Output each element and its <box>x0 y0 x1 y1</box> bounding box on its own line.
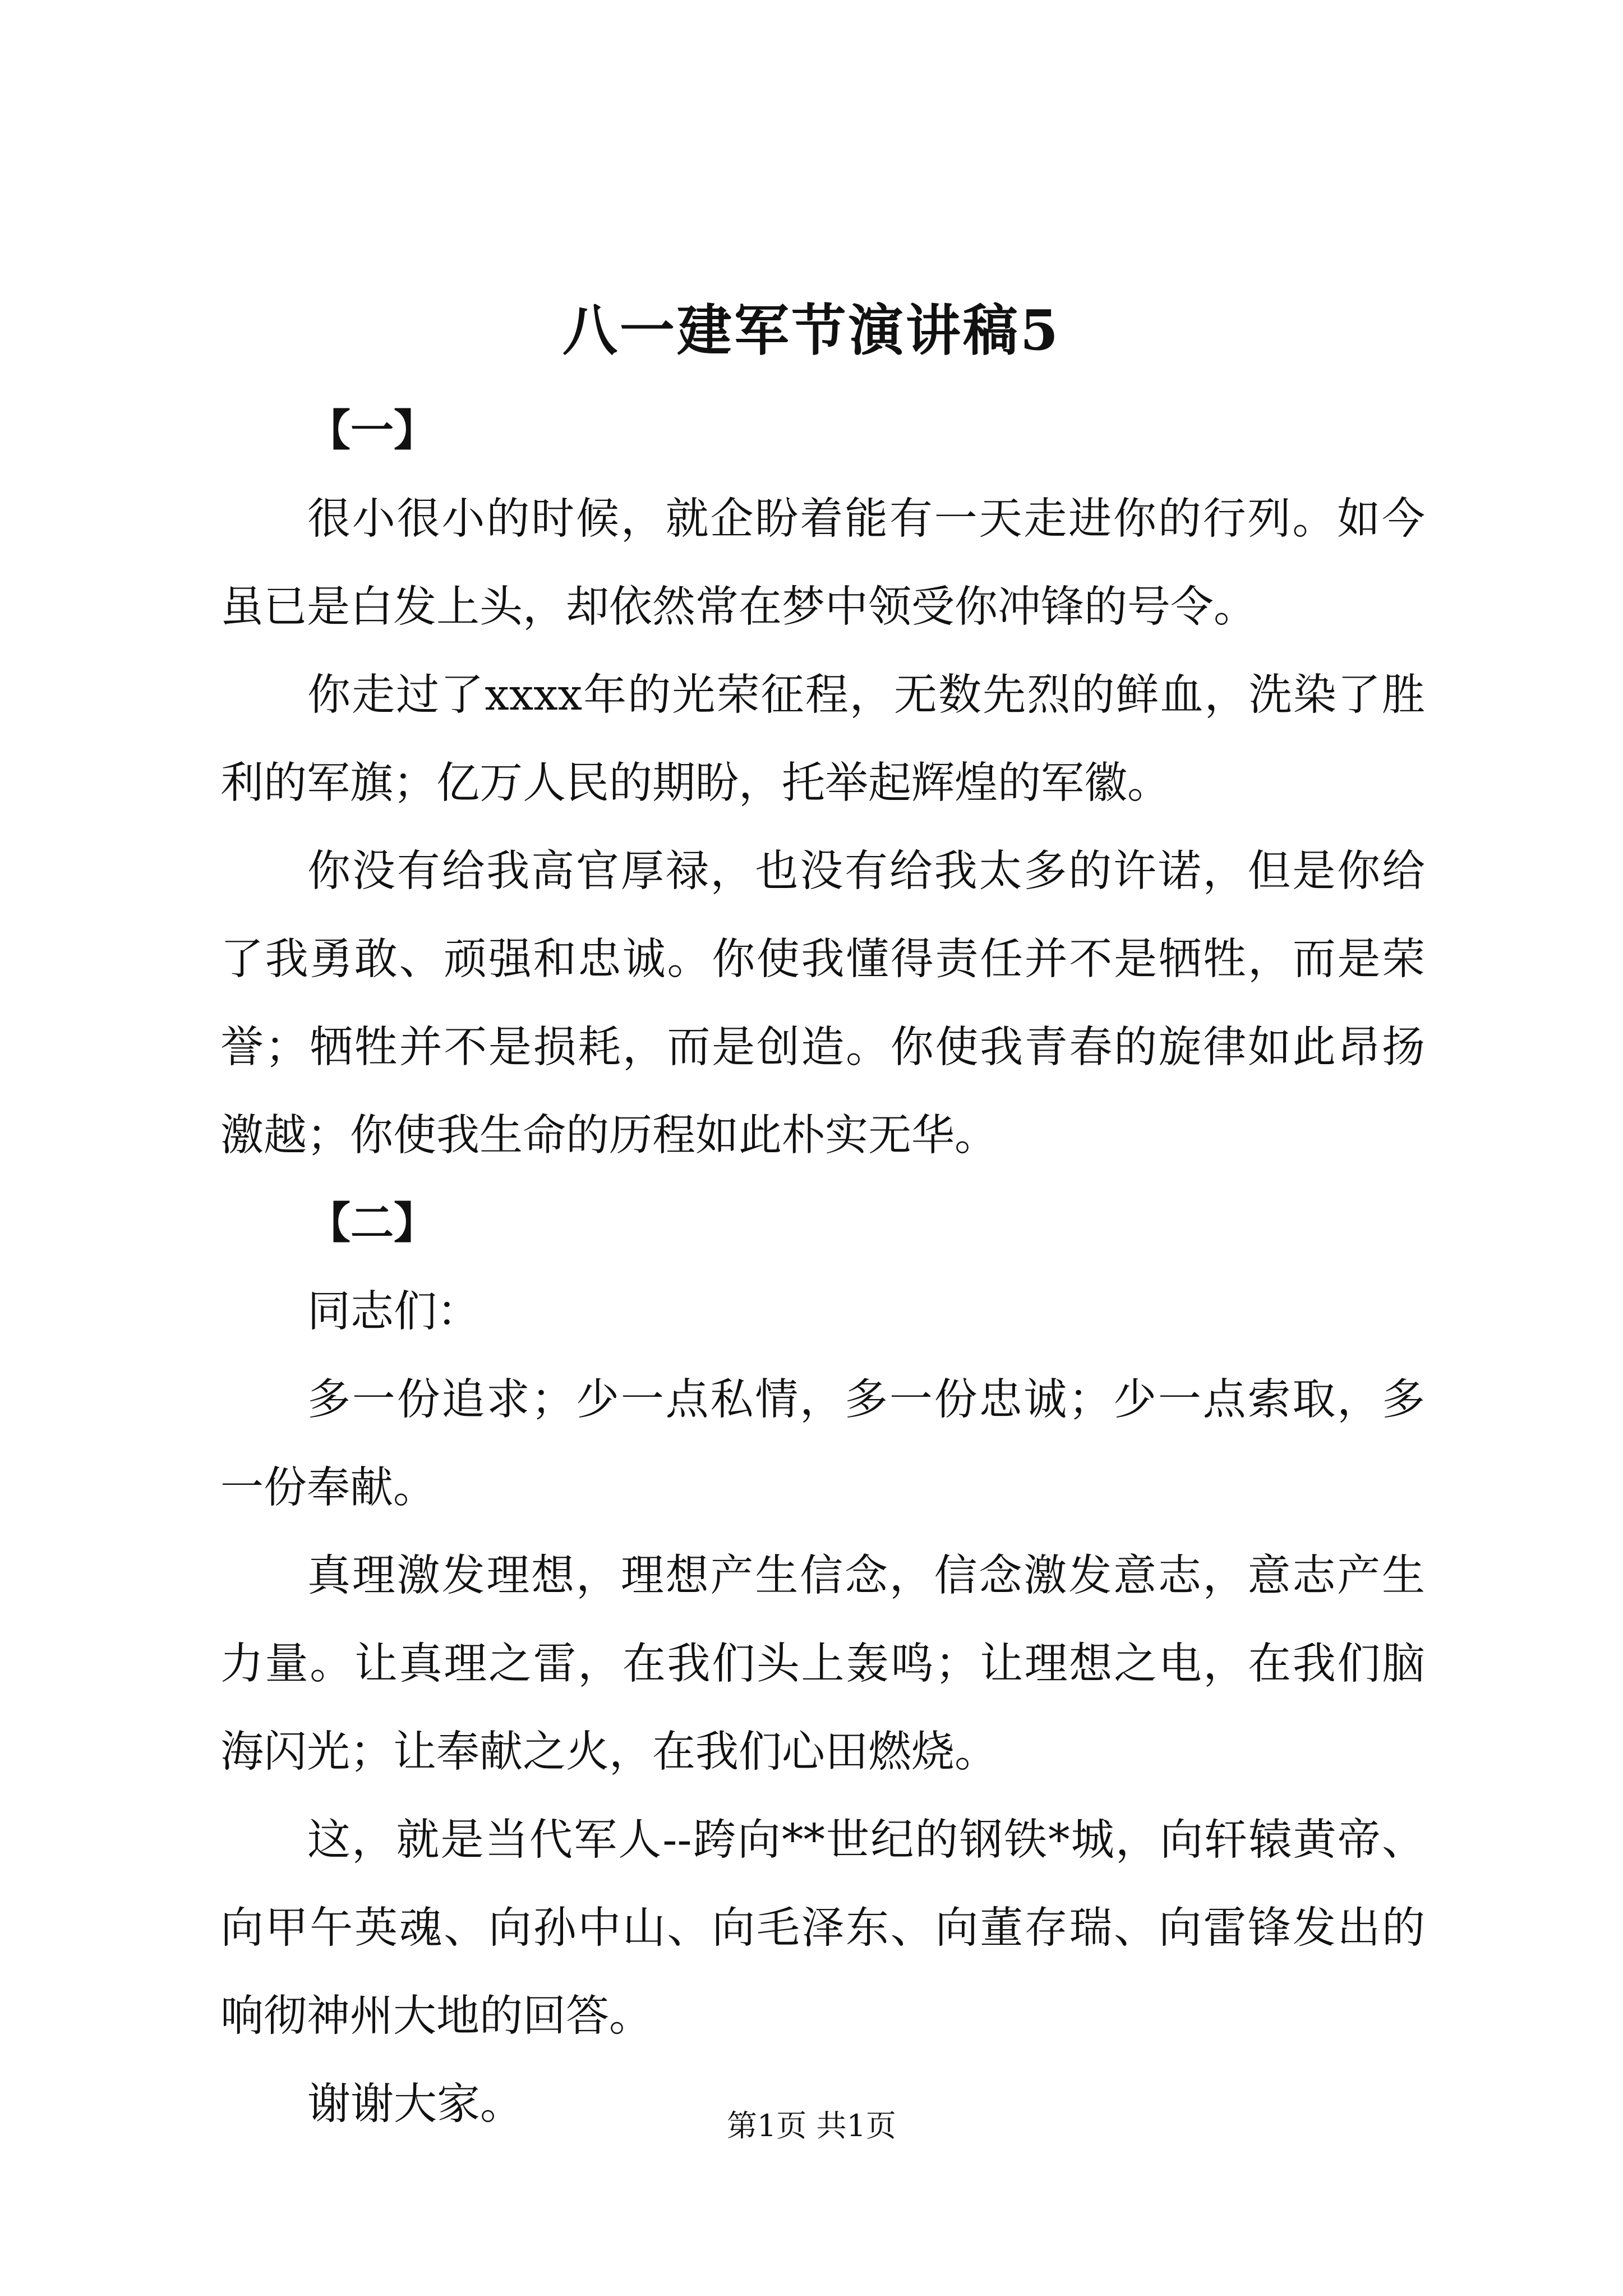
closing-line: 谢谢大家。 <box>307 2079 523 2129</box>
paragraph: 很小很小的时候，就企盼着能有一天走进你的行列。如今虽已是白发上头，却依然常在梦中领受你冲锋的号令。 <box>220 494 1425 632</box>
paragraph: 真理激发理想，理想产生信念，信念激发意志，意志产生力量。让真理之雷，在我们头上轰鸣；让理想之电，在我们脑海闪光；让奉献之火，在我们心田燃烧。 <box>220 1551 1425 1777</box>
section-heading-one: 【一】 <box>307 406 437 456</box>
paragraph: 这，就是当代军人--跨向**世纪的钢铁*城，向轩辕黄帝、向甲午英魂、向孙中山、向毛泽东、向董存瑞、向雷锋发出的响彻神州大地的回答。 <box>220 1815 1425 2041</box>
paragraph: 多一份追求；少一点私情，多一份忠诚；少一点索取，多一份奉献。 <box>220 1375 1425 1513</box>
document-title: 八一建军节演讲稿5 <box>562 298 1061 363</box>
section-heading-two: 【二】 <box>307 1198 437 1249</box>
document-body <box>220 387 1425 2148</box>
page-number: 第1页 共1页 <box>727 2108 896 2143</box>
salutation: 同志们： <box>307 1287 480 1337</box>
paragraph: 你走过了xxxx年的光荣征程，无数先烈的鲜血，洗染了胜利的军旗；亿万人民的期盼，托举起辉煌的军徽。 <box>220 670 1425 808</box>
page-footer <box>0 2104 1623 2148</box>
paragraph: 你没有给我高官厚禄，也没有给我太多的许诺，但是你给了我勇敢、顽强和忠诚。你使我懂得责任并不是牺牲，而是荣誉；牺牲并不是损耗，而是创造。你使我青春的旋律如此昂扬激越；你使我生命的历程如此朴实无华。 <box>220 846 1425 1161</box>
